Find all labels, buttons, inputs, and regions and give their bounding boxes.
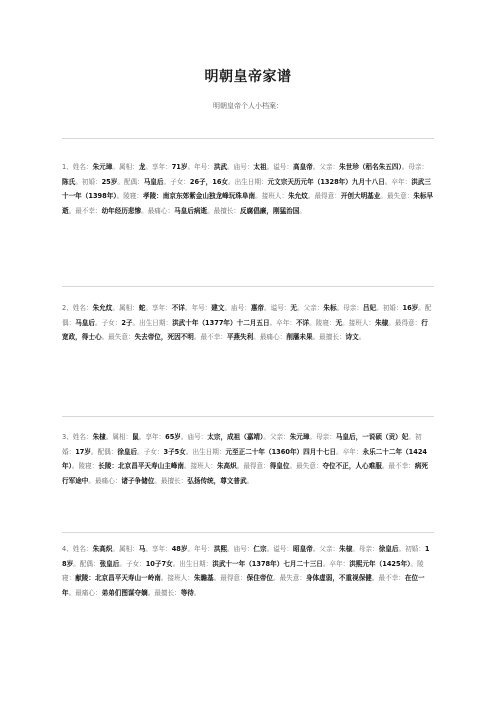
field-label: 姓名： [72, 163, 93, 171]
field-label: 最得意： [394, 318, 422, 327]
entry-1: 1、姓名：朱元璋。属相：龙。享年：71岁。年号：洪武。庙号：太祖。谥号：高皇帝。父亲：朱世珍（稆名朱五四）。母亲：陈氏。初婚：25岁。配偶：马皇后。子女：26子，16女。出生日期：元文宗天历元年（1328年）九月十八日。卒年：洪武三十一年（1398年）。陵寝：孝陵：南京东郊紫金山独龙峰玩珠阜南。接班人：朱允炆。最得意：开创大明基业。最失意：朱标早逝。最不幸：幼年经历悲惨。最痛心：马皇后病逝。最擅长：反腐倡廉，刚猛治国。 [62, 163, 434, 215]
divider [62, 138, 434, 139]
field-value: 朱棣 [92, 433, 106, 441]
field-value: 长陵：北京昌平天寿山主峰南 [98, 462, 184, 470]
field-value: 马皇后，一说硕（贡）妃 [335, 433, 409, 441]
field-value: 献陵：北京昌平天寿山一岭南 [75, 574, 161, 582]
field-value: 25岁 [101, 177, 118, 186]
field-value: 朱高炽 [92, 545, 113, 553]
field-value: 马皇后 [143, 177, 164, 186]
field-value: 朱标 [323, 304, 337, 312]
field-value: 马皇后病逝 [174, 206, 208, 215]
field-label: 最痛心： [147, 206, 175, 215]
field-label: 出生日期： [179, 559, 213, 568]
field-value: 削藩未果 [286, 333, 313, 341]
field-value: 洪熙元年（1425年） [349, 559, 411, 568]
field-value: 失去帝位，死因不明 [134, 333, 194, 341]
document-title: 明朝皇帝家谱 [204, 69, 292, 85]
field-value: 平燕失利 [226, 333, 254, 341]
field-label: 谥号： [273, 545, 293, 553]
field-label: 最痛心： [259, 333, 287, 341]
field-label: 谥号： [273, 163, 293, 171]
field-value: 2子 [121, 318, 133, 327]
field-value: 弘扬传统，尊文普武 [187, 476, 247, 485]
entry-number: 4 [62, 545, 67, 553]
field-label: 出生日期： [192, 447, 226, 456]
field-value: 朱允炆 [288, 192, 308, 200]
field-value: 朱高炽 [216, 462, 237, 470]
field-label: 年号： [194, 545, 214, 553]
field-label: 子女： [143, 447, 164, 456]
field-label: 庙号： [233, 545, 254, 553]
document-subtitle: 明朝皇帝个人小档案： [213, 102, 283, 110]
field-value: 10子7女 [145, 559, 173, 568]
field-value: 朱元璋 [92, 163, 113, 171]
field-label: 最痛心： [75, 588, 102, 597]
field-label: 陵寝： [62, 559, 424, 582]
field-label: 卒年： [276, 318, 296, 327]
field-label: 最失意： [108, 333, 135, 341]
field-label: 庙号： [187, 433, 208, 441]
field-label: 配偶： [97, 447, 118, 456]
field-label: 陵寝： [78, 462, 99, 470]
field-value: 永乐二十二年（1424年） [62, 447, 427, 470]
field-value: 孝陵：南京东郊紫金山独龙峰玩珠阜南 [143, 192, 256, 200]
field-label: 最不幸： [378, 574, 405, 582]
field-value: 18岁 [62, 545, 430, 568]
field-value: 保住帝位 [246, 574, 273, 582]
field-label: 最得意： [220, 574, 247, 582]
field-value: 元文宗天历元年（1328年）九月十八日 [267, 177, 385, 186]
field-label: 谥号： [270, 304, 291, 312]
field-label: 母亲： [343, 304, 363, 312]
field-label: 属相： [118, 304, 139, 312]
field-value: 48岁 [171, 545, 188, 553]
field-value: 在位一年 [62, 574, 425, 597]
field-label: 父亲： [319, 545, 340, 553]
field-value: 等待 [180, 588, 194, 597]
field-label: 属相： [118, 545, 139, 553]
field-label: 姓名： [72, 304, 93, 312]
field-label: 初婚： [81, 177, 102, 186]
field-label: 母亲： [316, 433, 336, 441]
field-value: 朱允炆 [92, 304, 113, 312]
field-label: 接班人： [190, 462, 217, 470]
entry-3: 3、姓名：朱棣。属相：鼠。享年：65岁。庙号：太宗，成祖（嘉靖）。父亲：朱元璋。母亲：马皇后，一说硕（贡）妃。初婚：17岁。配偶：徐皇后。子女：3子5女。出生日期：元至正二十年（1360年）四月十七日。卒年：永乐二十二年（1424年）。陵寝：长陵：北京昌平天寿山主峰南。接班人：朱高炽。最得意：得皇位。最失意：夺位不正，人心难服。最不幸：病死行军途中。最痛心：诸子争储位。最擅长：弘扬传统，尊文普武。 [62, 433, 428, 485]
field-value: 不详 [295, 318, 310, 327]
field-label: 卒年： [391, 177, 412, 186]
field-label: 陵寝： [315, 318, 336, 327]
field-value: 惠帝 [250, 304, 265, 312]
entry-number: 2 [62, 304, 67, 312]
field-value: 幼年经历悲惨 [101, 206, 142, 215]
field-label: 接班人： [348, 318, 376, 327]
field-value: 洪武十年（1377年）十二月五日 [172, 318, 270, 327]
field-value: 洪武 [213, 163, 228, 171]
divider [62, 532, 434, 533]
field-label: 配偶： [62, 304, 432, 327]
field-value: 徐皇后 [378, 545, 399, 553]
entry-2: 2、姓名：朱允炆。属相：蛇。享年：不详。年号：建文。庙号：惠帝。谥号：无。父亲：朱标。母亲：吕妃。初婚：16岁。配偶：马皇后。子女：2子。出生日期：洪武十年（1377年）十二月五日。卒年：不详。陵寝：无。接班人：朱棣。最得意：行宽政，得士心。最失意：失去帝位，死因不明。最不幸：平燕失利。最痛心：削藩未果。最擅长：诗文。 [62, 304, 432, 341]
field-label: 母亲： [358, 545, 379, 553]
field-value: 开创大明基业 [340, 192, 381, 200]
field-value: 16岁 [402, 304, 419, 312]
field-value: 马皇后 [75, 318, 95, 327]
field-label: 最得意： [314, 192, 341, 200]
field-label: 子女： [125, 559, 146, 568]
field-value: 无 [335, 318, 343, 327]
field-label: 最不幸： [388, 462, 415, 470]
field-label: 年号： [194, 163, 214, 171]
field-value: 龙 [138, 163, 146, 171]
field-label: 最擅长： [213, 206, 241, 215]
entry-number: 3 [62, 433, 67, 441]
field-value: 张皇后 [99, 559, 120, 568]
field-value: 得皇位 [269, 462, 290, 470]
field-label: 出生日期： [234, 177, 268, 186]
field-label: 配偶： [79, 559, 100, 568]
field-value: 弟弟们图谋夺嫡 [101, 588, 148, 597]
field-label: 配偶： [123, 177, 144, 186]
field-label: 接班人： [167, 574, 194, 582]
field-label: 年号： [191, 304, 212, 312]
field-label: 享年： [151, 304, 172, 312]
field-label: 属相： [112, 433, 133, 441]
field-label: 最擅长： [154, 588, 181, 597]
field-label: 最失意： [386, 192, 414, 200]
field-label: 出生日期： [139, 318, 173, 327]
field-value: 诗文 [345, 333, 359, 341]
field-value: 朱元璋 [289, 433, 310, 441]
field-value: 徐皇后 [117, 447, 138, 456]
field-value: 26子，16女 [189, 177, 229, 186]
field-value: 身体虚弱，不重视保健 [305, 574, 372, 582]
field-label: 享年： [151, 163, 172, 171]
field-label: 最痛心： [94, 476, 122, 485]
field-label: 父亲： [269, 433, 290, 441]
field-value: 朱棣 [375, 318, 389, 327]
field-label: 初婚： [382, 304, 403, 312]
field-value: 病死行军途中 [62, 462, 428, 485]
field-label: 最不幸： [75, 206, 102, 215]
field-value: 朱棣 [339, 545, 353, 553]
field-label: 初婚： [405, 545, 425, 553]
field-value: 高皇帝 [292, 163, 313, 171]
field-value: 马 [138, 545, 146, 553]
field-label: 父亲： [303, 304, 324, 312]
entry-number: 1 [62, 163, 67, 171]
field-label: 庙号： [231, 304, 251, 312]
field-value: 洪武十一年（1378年）七月二十三日 [212, 559, 323, 568]
field-label: 母亲： [408, 163, 429, 171]
field-value: 仁宗 [253, 545, 267, 553]
field-label: 姓名： [72, 433, 93, 441]
field-value: 夺位不正，人心难服 [322, 462, 382, 470]
field-value: 洪熙 [213, 545, 228, 553]
field-value: 无 [290, 304, 297, 312]
field-label: 父亲： [319, 163, 340, 171]
field-value: 71岁 [171, 163, 188, 171]
field-value: 朱瞻基 [193, 574, 214, 582]
field-value: 昭皇帝 [292, 545, 313, 553]
field-value: 65岁 [165, 433, 181, 441]
field-value: 元至正二十年（1360年）四月十七日 [225, 447, 337, 456]
field-label: 接班人： [261, 192, 289, 200]
field-label: 属相： [118, 163, 139, 171]
field-value: 行宽政，得士心 [62, 318, 428, 341]
field-value: 鼠 [132, 433, 139, 441]
divider [62, 416, 434, 417]
field-label: 享年： [145, 433, 166, 441]
field-label: 子女： [101, 318, 122, 327]
field-value: 建文 [211, 304, 225, 312]
field-label: 初婚： [62, 433, 422, 456]
field-label: 享年： [151, 545, 172, 553]
field-value: 蛇 [138, 304, 146, 312]
field-label: 陵寝： [123, 192, 143, 200]
field-value: 朱标早逝 [62, 192, 434, 215]
field-value: 诸子争储位 [121, 476, 155, 485]
field-label: 最不幸： [200, 333, 227, 341]
field-value: 反腐倡廉，刚猛治国 [240, 206, 300, 215]
field-label: 卒年： [342, 447, 363, 456]
field-label: 子女： [170, 177, 190, 186]
field-value: 17岁 [75, 447, 91, 456]
field-label: 最失意： [279, 574, 306, 582]
field-label: 卒年： [329, 559, 350, 568]
field-label: 最擅长： [160, 476, 188, 485]
field-label: 最擅长： [319, 333, 346, 341]
field-value: 太宗，成祖（嘉靖） [207, 433, 264, 441]
field-value: 不详 [171, 304, 185, 312]
field-value: 吕妃 [362, 304, 377, 312]
entry-4: 4、姓名：朱高炽。属相：马。享年：48岁。年号：洪熙。庙号：仁宗。谥号：昭皇帝。父亲：朱棣。母亲：徐皇后。初婚：18岁。配偶：张皇后。子女：10子7女。出生日期：洪武十一年（1378年）七月二十三日。卒年：洪熙元年（1425年）。陵寝：献陵：北京昌平天寿山一岭南。接班人：朱瞻基。最得意：保住帝位。最失意：身体虚弱，不重视保健。最不幸：在位一年。最痛心：弟弟们图谋夺嫡。最擅长：等待。 [62, 545, 430, 597]
field-label: 最失意： [296, 462, 323, 470]
divider [62, 286, 434, 287]
field-value: 太祖 [253, 163, 267, 171]
field-label: 庙号： [233, 163, 254, 171]
field-label: 最得意： [243, 462, 270, 470]
field-value: 陈氏 [62, 177, 76, 186]
field-value: 朱世珍（稆名朱五四） [339, 163, 402, 171]
field-label: 姓名： [72, 545, 93, 553]
field-value: 3子5女 [163, 447, 186, 456]
field-value: 洪武三十一年（1398年） [62, 177, 431, 200]
